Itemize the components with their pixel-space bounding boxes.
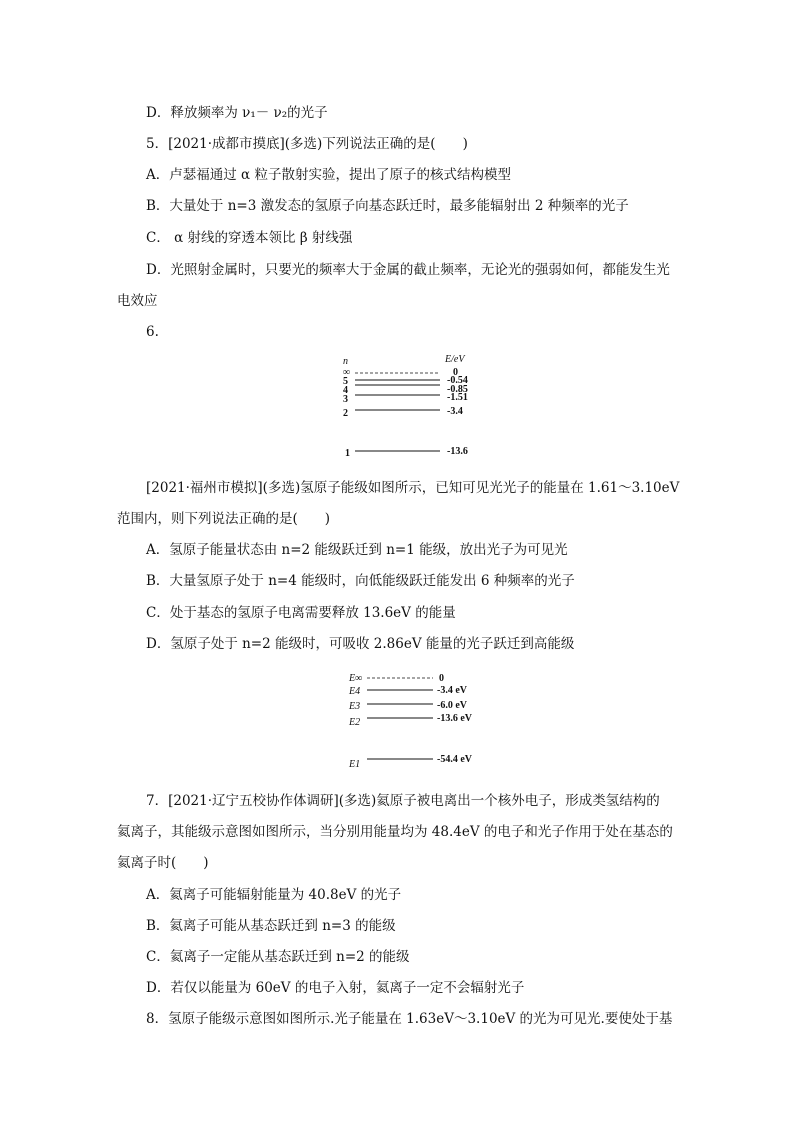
diagram1-level-e: -1.51: [447, 392, 468, 403]
diagram1-level-n: 1: [345, 448, 350, 459]
diagram2-level-label: E2: [349, 717, 361, 728]
diagram1-level-n: 4: [343, 385, 348, 396]
diagram2-level-label: E3: [349, 701, 361, 712]
diagram1-level-e: -13.6: [447, 446, 468, 457]
diagram1-level-n: ∞: [343, 367, 351, 378]
diagram1-level-e: -0.85: [447, 384, 468, 395]
question-7-stem-cont2: 氦离子时( ): [117, 855, 209, 871]
diagram2-level-e: -54.4 eV: [437, 754, 472, 765]
question-6-option-c: C．处于基态的氢原子电离需要释放 13.6eV 的能量: [146, 605, 456, 621]
diagram2-level-e: 0: [439, 673, 444, 684]
diagram1-level-e: -3.4: [447, 406, 463, 417]
question-6-option-a: A．氢原子能量状态由 n=2 能级跃迁到 n=1 能级，放出光子为可见光: [146, 542, 568, 558]
helium-ion-energy-level-diagram: [345, 668, 495, 774]
question-7-option-b: B．氦离子可能从基态跃迁到 n=3 的能级: [146, 918, 396, 934]
question-8-stem: 8．氢原子能级示意图如图所示.光子能量在 1.63eV～3.10eV 的光为可见光.要使处于基: [146, 1011, 673, 1027]
diagram1-level-n: 5: [343, 376, 348, 387]
diagram1-axis-n: n: [343, 356, 348, 367]
diagram1-axis-e: E/eV: [445, 354, 465, 365]
diagram2-level-label: E4: [349, 686, 361, 697]
diagram1-level-n: 2: [343, 408, 348, 419]
question-5-option-d-cont: 电效应: [117, 293, 158, 309]
diagram1-level-n: 3: [343, 394, 348, 405]
question-6-option-d: D．氢原子处于 n=2 能级时，可吸收 2.86eV 能量的光子跃迁到高能级: [146, 636, 575, 652]
question-5-option-c: C． α 射线的穿透本领比 β 射线强: [146, 230, 353, 246]
question-5-option-a: A．卢瑟福通过 α 粒子散射实验，提出了原子的核式结构模型: [146, 167, 511, 183]
question-7-stem-cont: 氦离子，其能级示意图如图所示，当分别用能量均为 48.4eV 的电子和光子作用于处在基态的: [117, 824, 673, 840]
diagram2-level-e: -6.0 eV: [437, 700, 467, 711]
question-6-number: 6.: [146, 324, 159, 340]
hydrogen-energy-level-diagram: [335, 352, 485, 460]
diagram2-level-label: E1: [349, 759, 361, 770]
question-6-stem-cont: 范围内，则下列说法正确的是( ): [117, 511, 331, 527]
question-7-option-d: D．若仅以能量为 60eV 的电子入射，氦离子一定不会辐射光子: [146, 980, 525, 996]
diagram2-level-e: -3.4 eV: [437, 685, 467, 696]
question-5-option-d: D．光照射金属时，只要光的频率大于金属的截止频率，无论光的强弱如何，都能发生光: [146, 262, 670, 278]
question-7-option-c: C．氦离子一定能从基态跃迁到 n=2 的能级: [146, 949, 410, 965]
question-4-option-d: D．释放频率为 ν₁－ ν₂的光子: [146, 105, 328, 121]
question-5-stem: 5．[2021·成都市摸底](多选)下列说法正确的是( ): [146, 136, 468, 152]
diagram1-level-e: 0: [453, 367, 458, 378]
question-7-option-a: A．氦离子可能辐射能量为 40.8eV 的光子: [146, 887, 402, 903]
question-6-stem: [2021·福州市模拟](多选)氢原子能级如图所示，已知可见光光子的能量在 1.61～3.10eV: [146, 480, 680, 496]
question-6-option-b: B．大量氢原子处于 n=4 能级时，向低能级跃迁能发出 6 种频率的光子: [146, 573, 575, 589]
diagram2-level-e: -13.6 eV: [437, 713, 472, 724]
question-7-stem: 7．[2021·辽宁五校协作体调研](多选)氦原子被电离出一个核外电子，形成类氢结构的: [146, 793, 660, 809]
diagram2-level-label: E∞: [349, 673, 363, 684]
question-5-option-b: B．大量处于 n=3 激发态的氢原子向基态跃迁时，最多能辐射出 2 种频率的光子: [146, 198, 629, 214]
diagram1-level-e: -0.54: [447, 375, 468, 386]
